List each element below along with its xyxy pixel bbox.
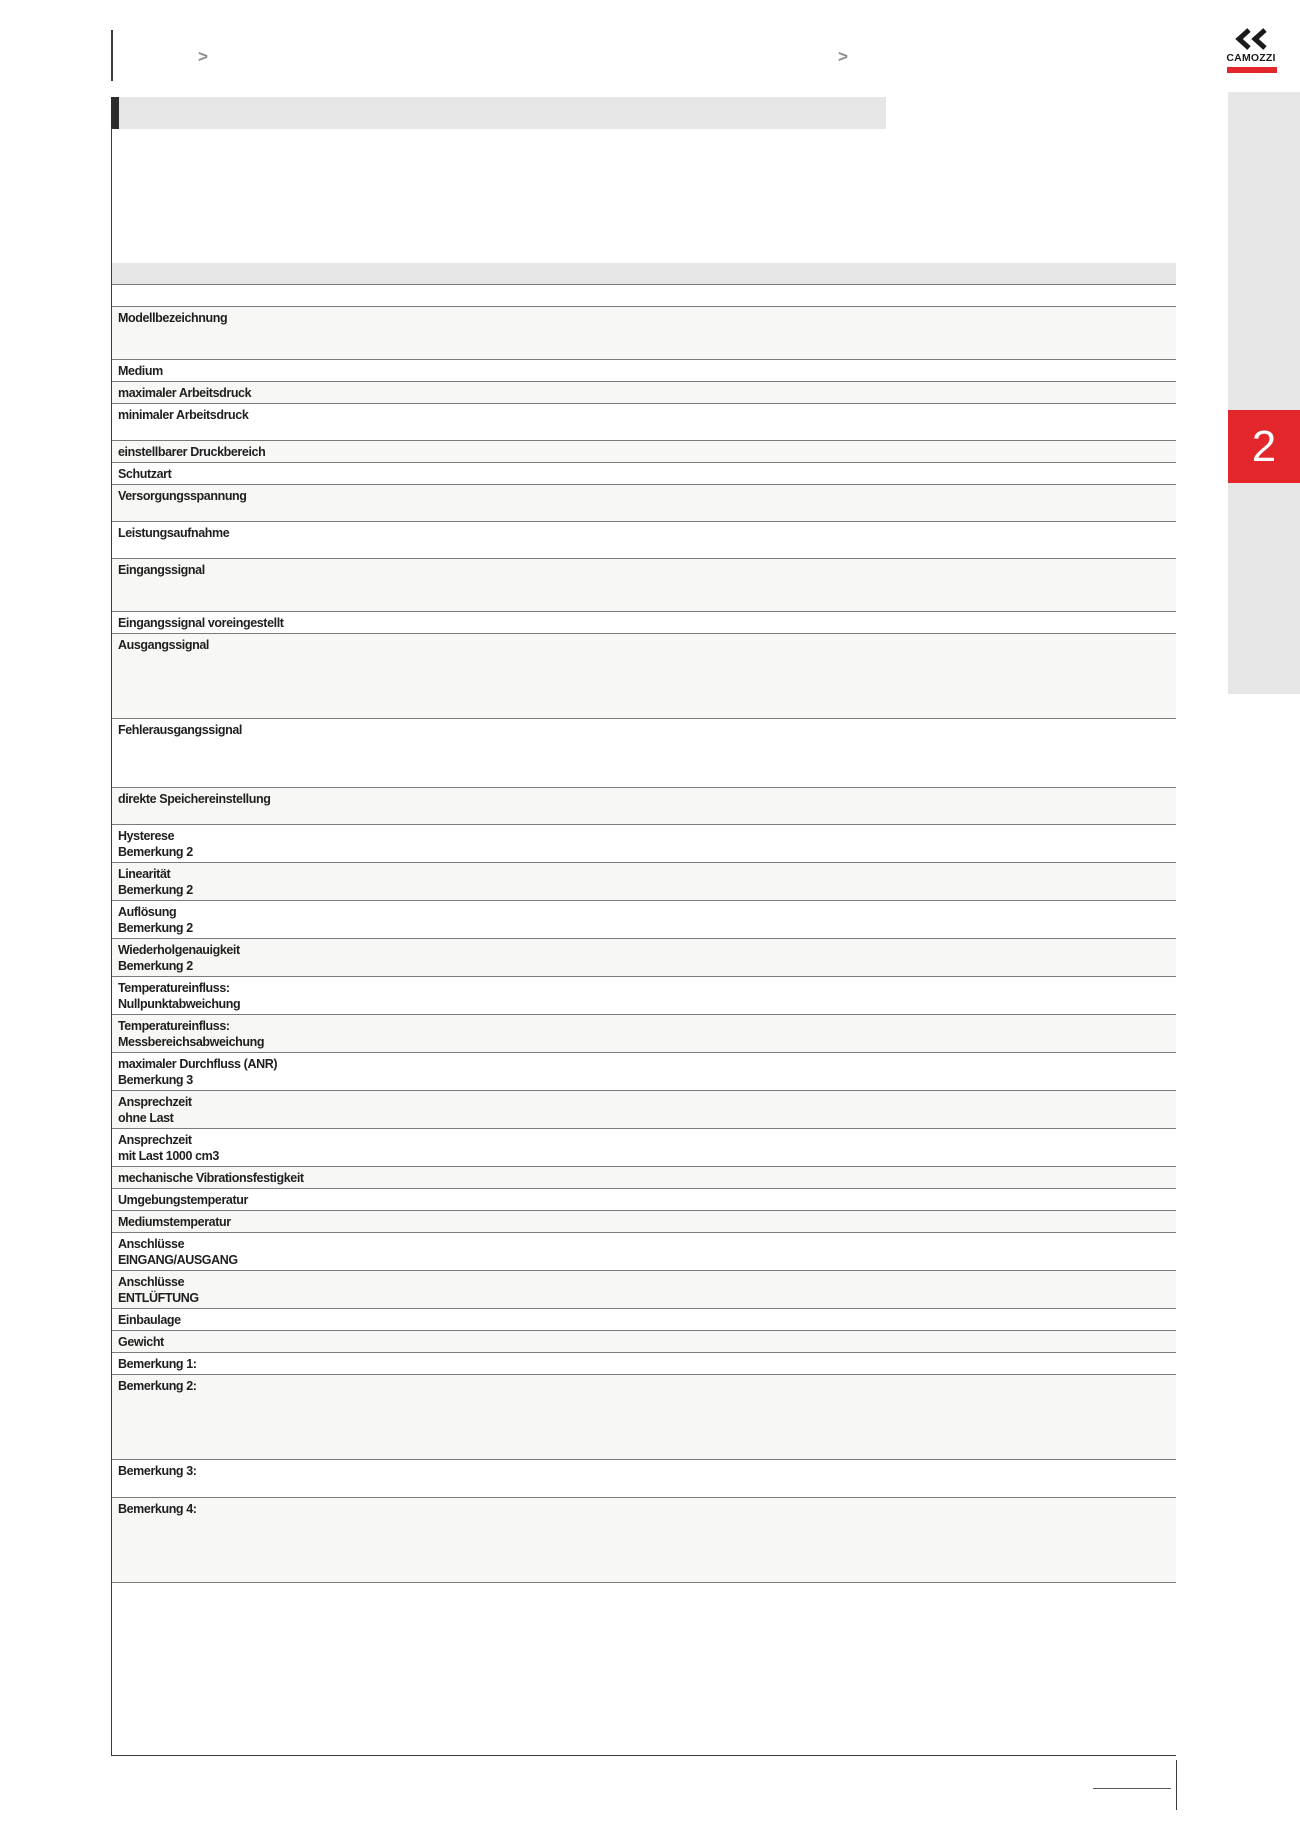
row-label: Ausgangssignal: [118, 638, 209, 652]
row-label: Anschlüsse EINGANG/AUSGANG: [118, 1237, 238, 1267]
brand-bar: [1227, 67, 1277, 73]
footer-divider: [1176, 1760, 1177, 1810]
table-row: [112, 1460, 1176, 1498]
row-label: Ansprechzeit ohne Last: [118, 1095, 192, 1125]
table-row: [112, 1091, 1176, 1129]
table-row: [112, 1353, 1176, 1375]
table-row: [112, 1189, 1176, 1211]
table-row: [112, 485, 1176, 522]
table-row: [112, 522, 1176, 559]
table-row: [112, 863, 1176, 901]
row-label: direkte Speichereinstellung: [118, 792, 271, 806]
table-row: [112, 788, 1176, 825]
table-row: [112, 1271, 1176, 1309]
section-sidebar: [1228, 92, 1300, 694]
row-label: Schutzart: [118, 467, 172, 481]
row-label: minimaler Arbeitsdruck: [118, 408, 249, 422]
table-row: [112, 719, 1176, 788]
section-number-tab: 2: [1228, 410, 1300, 483]
row-label: Eingangssignal voreingestellt: [118, 616, 284, 630]
table-row: [112, 1331, 1176, 1353]
table-row: [112, 901, 1176, 939]
row-label: Anschlüsse ENTLÜFTUNG: [118, 1275, 199, 1305]
row-label: maximaler Arbeitsdruck: [118, 386, 252, 400]
table-row: [112, 939, 1176, 977]
table-header: [112, 263, 1176, 285]
table-row: [112, 404, 1176, 441]
row-label: Wiederholgenauigkeit Bemerkung 2: [118, 943, 240, 973]
row-label: Gewicht: [118, 1335, 164, 1349]
table-row: [112, 1309, 1176, 1331]
table-row: [112, 360, 1176, 382]
table-row: [112, 1015, 1176, 1053]
brand-name: CAMOZZI: [1226, 52, 1276, 64]
row-label: Fehlerausgangssignal: [118, 723, 242, 737]
breadcrumb-separator: >: [838, 47, 848, 66]
table-row: [112, 1375, 1176, 1460]
spec-table: [112, 263, 1176, 1583]
row-label: Bemerkung 4:: [118, 1502, 197, 1516]
table-body: [112, 307, 1176, 1583]
camozzi-logo-icon: [1235, 28, 1269, 50]
table-row: [112, 612, 1176, 634]
row-label: Bemerkung 3:: [118, 1464, 197, 1478]
section-title-bar: [111, 97, 886, 129]
table-row: [112, 1233, 1176, 1271]
table-row: [112, 1053, 1176, 1091]
row-label: mechanische Vibrationsfestigkeit: [118, 1171, 304, 1185]
camozzi-logo: [1221, 28, 1281, 74]
table-row: [112, 1211, 1176, 1233]
row-label: Hysterese Bemerkung 2: [118, 829, 193, 859]
table-row: [112, 463, 1176, 485]
row-label: Temperatureinfluss: Messbereichsabweichung: [118, 1019, 265, 1049]
row-label: Versorgungsspannung: [118, 489, 247, 503]
header-divider: [111, 30, 113, 81]
table-row: [112, 1498, 1176, 1583]
row-label: Linearität Bemerkung 2: [118, 867, 193, 897]
row-label: Einbaulage: [118, 1313, 181, 1327]
table-row: [112, 382, 1176, 404]
table-row: [112, 441, 1176, 463]
row-label: Umgebungstemperatur: [118, 1193, 248, 1207]
row-label: Temperatureinfluss: Nullpunktabweichung: [118, 981, 241, 1011]
page-frame-bottom: [111, 1755, 1176, 1756]
row-label: Bemerkung 1:: [118, 1357, 197, 1371]
table-row: [112, 1129, 1176, 1167]
table-row: [112, 307, 1176, 360]
row-label: Ansprechzeit mit Last 1000 cm3: [118, 1133, 219, 1163]
table-row: [112, 825, 1176, 863]
row-label: maximaler Durchfluss (ANR) Bemerkung 3: [118, 1057, 278, 1087]
table-row: [112, 977, 1176, 1015]
row-label: Eingangssignal: [118, 563, 205, 577]
row-label: Medium: [118, 364, 163, 378]
breadcrumb-separator: >: [198, 47, 208, 66]
table-row: [112, 1167, 1176, 1189]
row-label: Mediumstemperatur: [118, 1215, 231, 1229]
title-accent-bar: [111, 97, 119, 129]
row-label: Leistungsaufnahme: [118, 526, 230, 540]
row-label: Modellbezeichnung: [118, 311, 228, 325]
row-label: einstellbarer Druckbereich: [118, 445, 266, 459]
table-subheader: [112, 285, 1176, 307]
table-row: [112, 559, 1176, 612]
footer-rule: [1093, 1788, 1171, 1789]
table-row: [112, 634, 1176, 719]
row-label: Auflösung Bemerkung 2: [118, 905, 193, 935]
row-label: Bemerkung 2:: [118, 1379, 197, 1393]
